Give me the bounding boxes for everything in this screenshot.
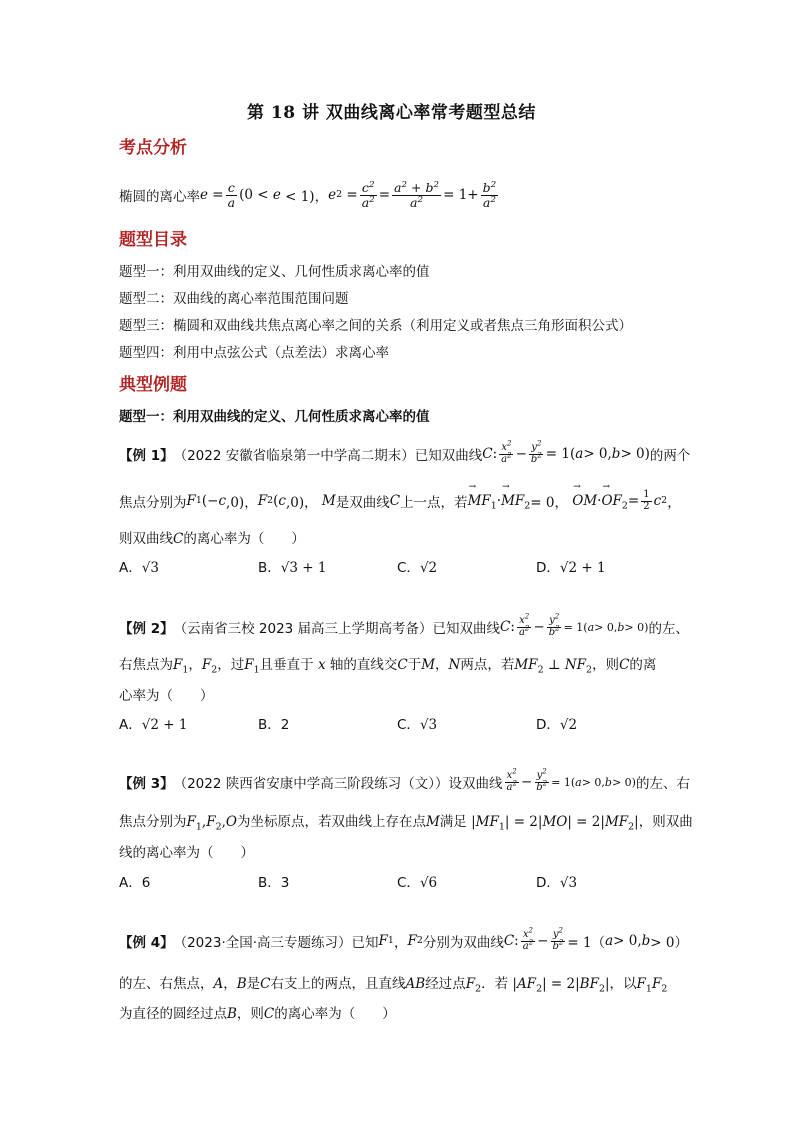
example-2-label: 【例 2】 (119, 621, 174, 637)
catalog-item: 题型二：双曲线的离心率范围范围问题 (119, 291, 349, 307)
example-3-option-b[interactable]: B．3 (258, 875, 290, 891)
example-4-line-1: 【例 4】 （2023·全国·高三专题练习）已知 F 1 ， F 2 分别为双曲线 C : $\frac{x^2}{a^2}$ − $\frac{y^2}{b^2}$ = 1（ a > 0, b > 0） (119, 926, 688, 952)
example-3-line-1: 【例 3】 （2022 陕西省安康中学高三阶段练习（文））设双曲线 $\frac{x^2}{a^2}$ − $\frac{y^2}{b^2}$ = 1( a > 0, b > 0) 的左、右 (119, 767, 690, 793)
example-2-option-c[interactable]: C．√3 (397, 717, 438, 733)
example-4-label: 【例 4】 (119, 935, 174, 951)
catalog-item: 题型四：利用中点弦公式（点差法）求离心率 (119, 345, 389, 361)
section-heading-catalog: 题型目录 (119, 230, 187, 250)
example-2-line-1: 【例 2】 （云南省三校 2023 届高三上学期高考备）已知双曲线 C : $\frac{x^2}{a^2}$ − $\frac{y^2}{b^2}$ = 1( a > 0, b > 0) 的左、 (119, 612, 689, 638)
page-title: 第 18 讲 双曲线离心率常考题型总结 (247, 103, 536, 123)
example-2-option-b[interactable]: B．2 (258, 717, 290, 733)
example-4-line-3: 为直径的圆经过点B，则C的离心率为（ ） (119, 1006, 396, 1022)
example-1-line-3: 则双曲线C的离心率为（ ） (119, 531, 305, 547)
example-3-label: 【例 3】 (119, 776, 174, 792)
example-3-option-a[interactable]: A．6 (119, 875, 151, 891)
example-3-line-3: 线的离心率为（ ） (119, 845, 254, 861)
example-3-option-d[interactable]: D．√3 (536, 875, 578, 891)
example-2-line-2: 右焦点为$F_1$，$F_2$，过$F_1$且垂直于 x 轴的直线交C于M，N两点，若$MF_2$ ⊥ $NF_2$，则C的离 (119, 657, 657, 676)
catalog-item: 题型三：椭圆和双曲线共焦点离心率之间的关系（利用定义或者焦点三角形面积公式） (119, 318, 632, 334)
example-3-line-2: 焦点分别为$F_1,F_2,O$为坐标原点，若双曲线上存在点M满足 $|MF_1| = 2|MO| = 2|MF_2|$，则双曲 (119, 814, 693, 833)
example-3-option-c[interactable]: C．√6 (397, 875, 438, 891)
example-1-line-2: 焦点分别为 F 1 (− c ,0)， F 2 ( c ,0)， M 是双曲线 C 上一点，若 → $MF_1$ · → $MF_2$ = 0， → OM · → $OF_2$ = $\frac{1}{2}$ c 2 ， (119, 485, 681, 517)
section-heading-analysis: 考点分析 (119, 138, 187, 158)
example-2-option-d[interactable]: D．√2 (536, 717, 578, 733)
example-1-option-a[interactable]: A．√3 (119, 560, 159, 576)
subheading-type1: 题型一：利用双曲线的定义、几何性质求离心率的值 (119, 409, 430, 425)
example-1-line-1: 【例 1】 （2022 安徽省临泉第一中学高二期末）已知双曲线 C : $\frac{x^2}{a^2}$ − $\frac{y^2}{b^2}$ = 1( a > 0, b > 0) 的两个 (119, 439, 691, 465)
analysis-formula: 椭圆的离心率 e = $\frac{c}{a}$ (0 < e < 1)， e 2 = $\frac{c^2}{a^2}$ = $\frac{a^2 + b^2}{a^2}$ = 1+ $\frac{b^2}{a^2}$ (119, 180, 497, 210)
example-4-line-2: 的左、右焦点，A，B是C右支上的两点，且直线AB经过点$F_2$．若 $|AF_2| = 2|BF_2|$，以$F_1F_2$ (119, 976, 668, 995)
example-2-option-a[interactable]: A．√2 + 1 (119, 717, 188, 733)
analysis-label: 椭圆的离心率 (119, 189, 200, 205)
example-2-line-3: 心率为（ ） (119, 688, 214, 704)
section-heading-examples: 典型例题 (119, 375, 187, 395)
example-1-option-c[interactable]: C．√2 (397, 560, 438, 576)
example-1-option-b[interactable]: B．√3 + 1 (258, 560, 327, 576)
example-1-option-d[interactable]: D．√2 + 1 (536, 560, 606, 576)
catalog-item: 题型一：利用双曲线的定义、几何性质求离心率的值 (119, 264, 430, 280)
example-1-label: 【例 1】 (119, 448, 174, 464)
